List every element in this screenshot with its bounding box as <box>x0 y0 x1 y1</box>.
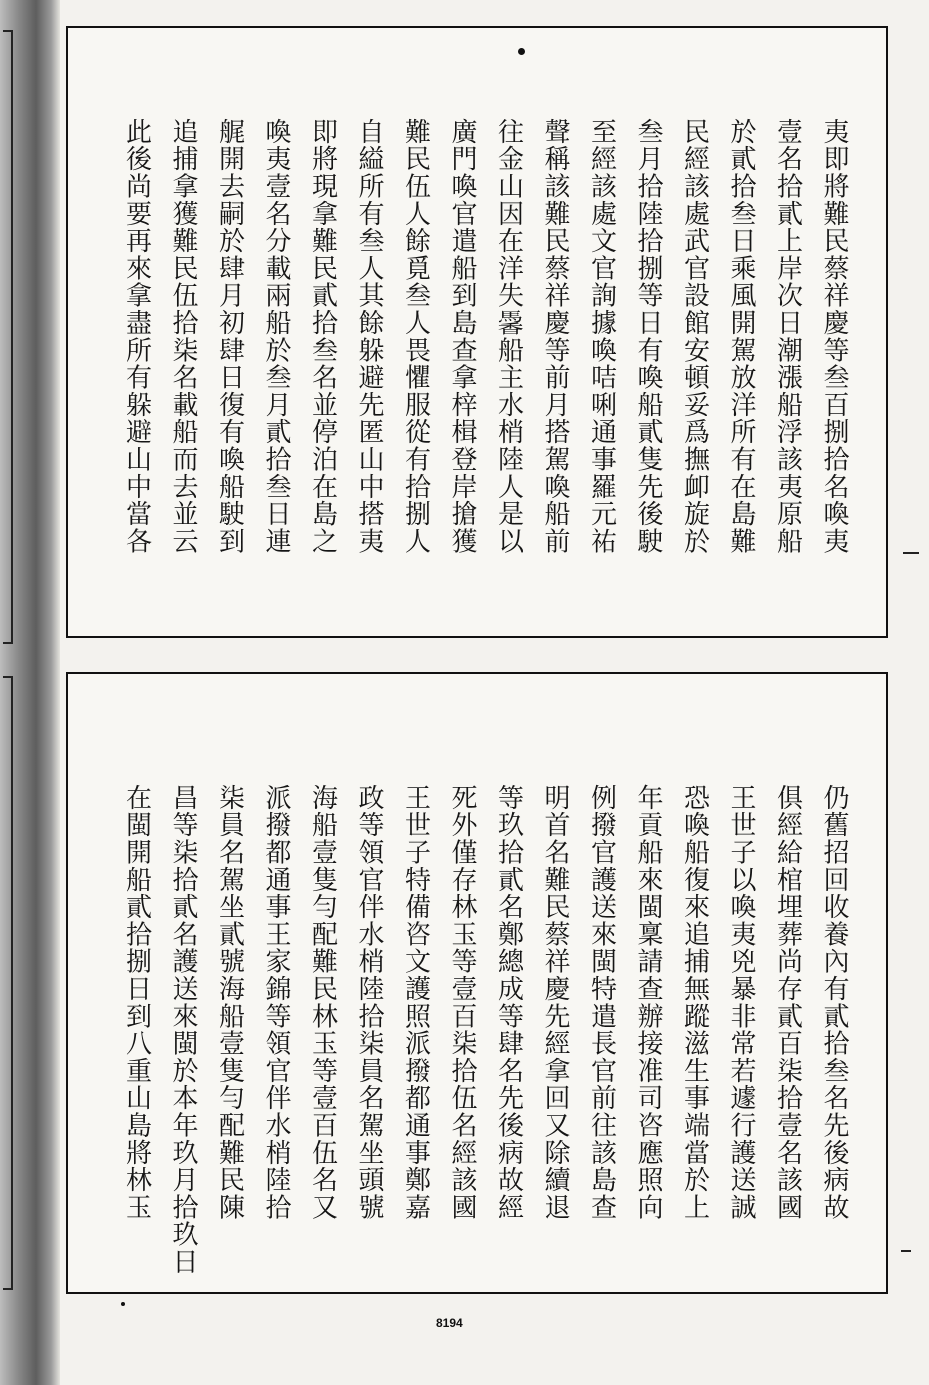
text-column: 恐喚船復來追捕無蹤滋生事端當於上 <box>679 784 710 1221</box>
prev-page-frame-edge <box>3 676 13 1290</box>
text-column: 於貳拾叁日乘風開駕放洋所有在島難 <box>726 118 756 555</box>
text-column: 昌等柒拾貳名護送來閩於本年玖月拾玖日 <box>168 784 198 1276</box>
text-column: 死外僅存林玉等壹百柒拾伍名經該國 <box>447 784 477 1221</box>
text-column: 喚夷壹名分載兩船於叁月貳拾叁日連 <box>261 118 291 555</box>
text-column: 王世子以喚夷兇暴非常若遽行護送誠 <box>726 784 756 1221</box>
text-column: 自縊所有叁人其餘躲避先匿山中搭夷 <box>354 118 384 555</box>
text-column: 明首名難民蔡祥慶先經拿回又除續退 <box>540 784 570 1221</box>
register-mark <box>518 48 525 55</box>
margin-tick <box>901 1250 911 1252</box>
text-column: 追捕拿獲難民伍拾柒名載船而去並云 <box>168 118 198 555</box>
text-column: 難民伍人餘覓叁人畏懼服從有拾捌人 <box>400 118 431 555</box>
top-text-panel <box>66 26 888 638</box>
text-column: 即將現拿難民貳拾叁名並停泊在島之 <box>307 118 338 555</box>
text-column: 此後尚要再來拿盡所有躲避山中當各 <box>121 118 152 555</box>
text-column: 壹名拾貳上岸次日潮漲船浮該夷原船 <box>772 118 803 555</box>
text-column: 往金山因在洋失𩤹船主水梢陸人是以 <box>493 118 524 555</box>
bottom-text-panel <box>66 672 888 1294</box>
text-column: 派撥都通事王家錦等領官伴水梢陸拾 <box>261 784 291 1221</box>
text-column: 仍舊招回收養內有貳拾叁名先後病故 <box>819 784 849 1221</box>
text-column: 海船壹隻勻配難民林玉等壹百伍名又 <box>307 784 338 1221</box>
text-column: 艉開去嗣於肆月初肆日復有喚船駛到 <box>214 118 245 555</box>
text-column: 等玖拾貳名鄭總成等肆名先後病故經 <box>493 784 524 1221</box>
text-column: 柒員名駕坐貳號海船壹隻勻配難民陳 <box>214 784 245 1221</box>
text-column: 在閩開船貳拾捌日到八重山島將林玉 <box>121 784 152 1221</box>
text-column: 至經該處文官詢據喚咭唎通事羅元祐 <box>586 118 617 555</box>
text-column: 例撥官護送來閩特遣長官前往該島查 <box>586 784 617 1221</box>
text-column: 年貢船來閩稟請查辦接准司咨應照向 <box>633 784 663 1221</box>
text-column: 王世子特備咨文護照派撥都通事鄭嘉 <box>400 784 431 1221</box>
text-column: 聲稱該難民蔡祥慶等前月搭駕喚船前 <box>540 118 570 555</box>
margin-tick <box>903 552 919 554</box>
text-column: 俱經給棺埋葬尚存貳百柒拾壹名該國 <box>772 784 803 1221</box>
text-column: 民經該處武官設館安頓妥爲撫卹旋於 <box>679 118 710 555</box>
prev-page-frame-edge <box>3 30 13 644</box>
text-column: 夷即將難民蔡祥慶等叁百捌拾名喚夷 <box>819 118 849 555</box>
text-column: 叁月拾陸拾捌等日有喚船貳隻先後駛 <box>633 118 663 555</box>
speck-mark <box>121 1302 125 1306</box>
text-column: 政等領官伴水梢陸拾柒員名駕坐頭號 <box>354 784 384 1221</box>
page-number: 8194 <box>436 1316 463 1330</box>
text-column: 廣門喚官遣船到島查拿梓楫登岸搶獲 <box>447 118 477 555</box>
book-binding-gutter <box>0 0 60 1385</box>
